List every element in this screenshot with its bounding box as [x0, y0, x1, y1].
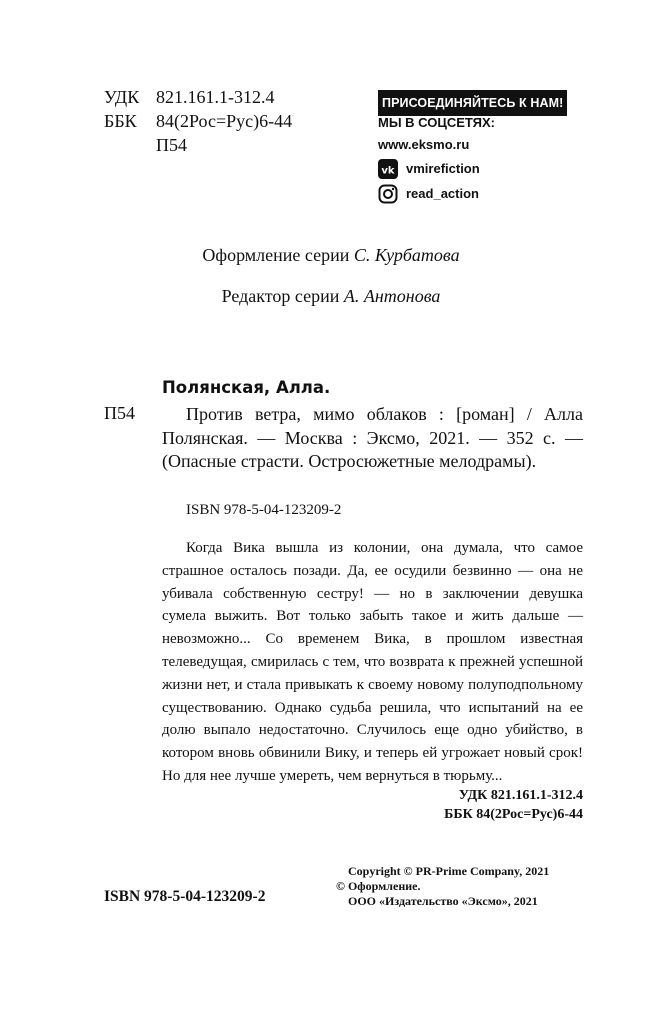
copyright-line1: Copyright © PR-Prime Company, 2021: [348, 864, 550, 878]
join-banner: ПРИСОЕДИНЯЙТЕСЬ К НАМ!: [378, 90, 567, 116]
bbk-label: ББК: [104, 111, 137, 131]
catalog-description: [162, 403, 583, 474]
annotation-text: Когда Вика вышла из колонии, она думала, что самое страшное осталось позади. Да, ее осудили безвинно — она не убивала собственную сестру! — но в заключении девушка сумела выжить. Вот только забыть такое и жить дальше — невозможно... Со временем Вика, в прошлом известная телеведущая, смирилась с тем, что возврата к прежней успешной жизни нет, и стала привыкать к своему новому полуподпольному существованию. Однако судьба решила, что испытаний на ее долю выпало недостаточно. Случилось еще одно убийство, в котором вновь обвинили Вику, и теперь ей угрожает новый срок! Но для нее лучше умереть, чем вернуться в тюрьму...: [162, 540, 583, 784]
classification-block: [104, 86, 292, 158]
vk-handle: vmirefiction: [406, 161, 480, 176]
instagram-link[interactable]: [378, 181, 588, 206]
editor-label: Редактор серии: [221, 286, 340, 306]
instagram-icon: [378, 184, 398, 204]
copyright-line3: ООО «Издательство «Эксмо», 2021: [348, 894, 538, 908]
bbk-value: 84(2Рос=Рус)6-44: [156, 111, 293, 131]
bbk-row: [104, 110, 292, 134]
editor-credit: [0, 286, 662, 307]
copyright-line2: © Оформление.: [336, 879, 421, 893]
vk-link[interactable]: [378, 156, 588, 181]
bbk-bold: ББК 84(2Рос=Рус)6-44: [444, 807, 583, 822]
design-name: С. Курбатова: [353, 245, 460, 265]
udk-bold: УДК 821.161.1-312.4: [458, 788, 583, 803]
catalog-isbn: ISBN 978-5-04-123209-2: [186, 502, 342, 518]
udk-label: УДК: [104, 87, 140, 107]
vk-icon: [378, 159, 398, 179]
code-row: [104, 134, 292, 158]
udk-value: 821.161.1-312.4: [156, 87, 275, 107]
editor-name: А. Антонова: [343, 286, 441, 306]
catalog-side-code: П54: [104, 403, 135, 423]
website-link[interactable]: www.eksmo.ru: [378, 137, 470, 152]
udk-row: [104, 86, 292, 110]
copyright-block: [336, 864, 549, 909]
isbn-main: ISBN 978-5-04-123209-2: [104, 888, 266, 905]
svg-text:vk: vk: [381, 165, 395, 176]
bold-codes: [380, 786, 583, 824]
design-credit: [0, 245, 662, 266]
annotation: [162, 537, 583, 788]
networks-label: МЫ В СОЦСЕТЯХ:: [378, 115, 496, 130]
social-block: [378, 90, 588, 206]
description-text: Против ветра, мимо облаков : [роман] / Алла Полянская. — Москва : Эксмо, 2021. — 352 с. — (Опасные страсти. Остросюжетные мелодрамы).: [162, 404, 583, 471]
instagram-handle: read_action: [406, 186, 479, 201]
design-label: Оформление серии: [202, 245, 350, 265]
catalog-author: Полянская, Алла.: [162, 378, 331, 397]
author-code: П54: [156, 135, 187, 155]
